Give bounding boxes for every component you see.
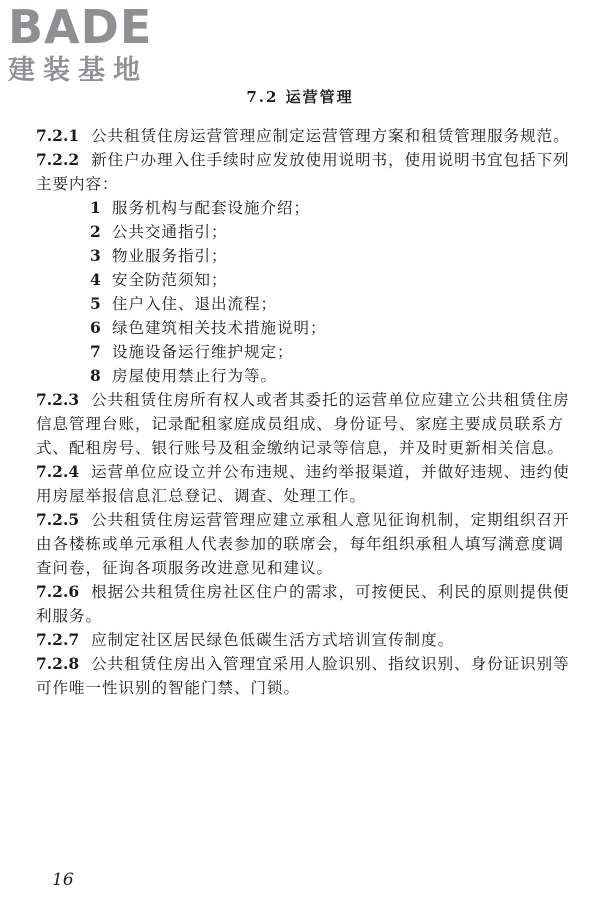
list-item-text: 住户入住、退出流程；	[112, 295, 278, 313]
list-item	[36, 292, 576, 316]
list-item-text: 安全防范须知；	[112, 271, 228, 289]
list-item-number: 8	[90, 366, 102, 385]
list-item-number: 6	[90, 318, 102, 337]
list-item-text: 设施设备运行维护规定；	[112, 343, 294, 361]
clause	[36, 124, 576, 148]
list-item	[36, 316, 576, 340]
document-body	[36, 124, 576, 700]
page-number: 16	[52, 870, 74, 890]
clause	[36, 628, 576, 652]
clause-number: 7.2.7	[36, 630, 80, 649]
list-item-number: 4	[90, 270, 102, 289]
list-item	[36, 220, 576, 244]
clause-text: 新住户办理入住手续时应发放使用说明书，使用说明书宜包括下列主要内容：	[36, 151, 570, 193]
logo-subtitle: 建装基地	[8, 55, 148, 86]
list-item	[36, 244, 576, 268]
clause	[36, 508, 576, 580]
clause-number: 7.2.2	[36, 150, 80, 169]
list-item-text: 绿色建筑相关技术措施说明；	[112, 319, 327, 337]
list-item	[36, 340, 576, 364]
clause-text: 运营单位应设立并公布违规、违约举报渠道，并做好违规、违约使用房屋举报信息汇总登记、调查、处理工作。	[36, 463, 570, 505]
clause	[36, 148, 576, 196]
clause-text: 公共租赁住房运营管理应建立承租人意见征询机制，定期组织召开由各楼栋或单元承租人代表参加的联席会，每年组织承租人填写满意度调查问卷，征询各项服务改进意见和建议。	[36, 511, 570, 577]
list-item	[36, 196, 576, 220]
clause	[36, 388, 576, 460]
clause-number: 7.2.8	[36, 654, 80, 673]
clause-text: 公共租赁住房所有权人或者其委托的运营单位应建立公共租赁住房信息管理台账，记录配租家庭成员组成、身份证号、家庭主要成员联系方式、配租房号、银行账号及租金缴纳记录等信息，并及时更新相关信息。	[36, 391, 570, 457]
logo	[8, 0, 178, 86]
clause	[36, 460, 576, 508]
clause	[36, 652, 576, 700]
clause-text: 根据公共租赁住房社区住户的需求，可按便民、利民的原则提供便利服务。	[36, 583, 570, 625]
clause-number: 7.2.3	[36, 390, 80, 409]
clause-number: 7.2.4	[36, 462, 80, 481]
list-item-number: 1	[90, 198, 102, 217]
logo-wordmark: BADE	[8, 0, 153, 54]
list-item-number: 5	[90, 294, 102, 313]
list-item-number: 7	[90, 342, 102, 361]
list-item	[36, 364, 576, 388]
clause-number: 7.2.6	[36, 582, 80, 601]
list-item-number: 2	[90, 222, 102, 241]
clause-text: 应制定社区居民绿色低碳生活方式培训宣传制度。	[91, 631, 455, 649]
list-item-text: 房屋使用禁止行为等。	[112, 367, 278, 385]
list-item	[36, 268, 576, 292]
section-title: 7.2 运营管理	[246, 88, 354, 106]
clause-number: 7.2.1	[36, 126, 80, 145]
clause-number: 7.2.5	[36, 510, 80, 529]
clause-text: 公共租赁住房运营管理应制定运营管理方案和租赁管理服务规范。	[91, 127, 570, 145]
list-item-number: 3	[90, 246, 102, 265]
clause-text: 公共租赁住房出入管理宜采用人脸识别、指纹识别、身份证识别等可作唯一性识别的智能门禁、门锁。	[36, 655, 570, 697]
list-item-text: 公共交通指引；	[112, 223, 228, 241]
list-item-text: 服务机构与配套设施介绍；	[112, 199, 311, 217]
clause	[36, 580, 576, 628]
list-item-text: 物业服务指引；	[112, 247, 228, 265]
